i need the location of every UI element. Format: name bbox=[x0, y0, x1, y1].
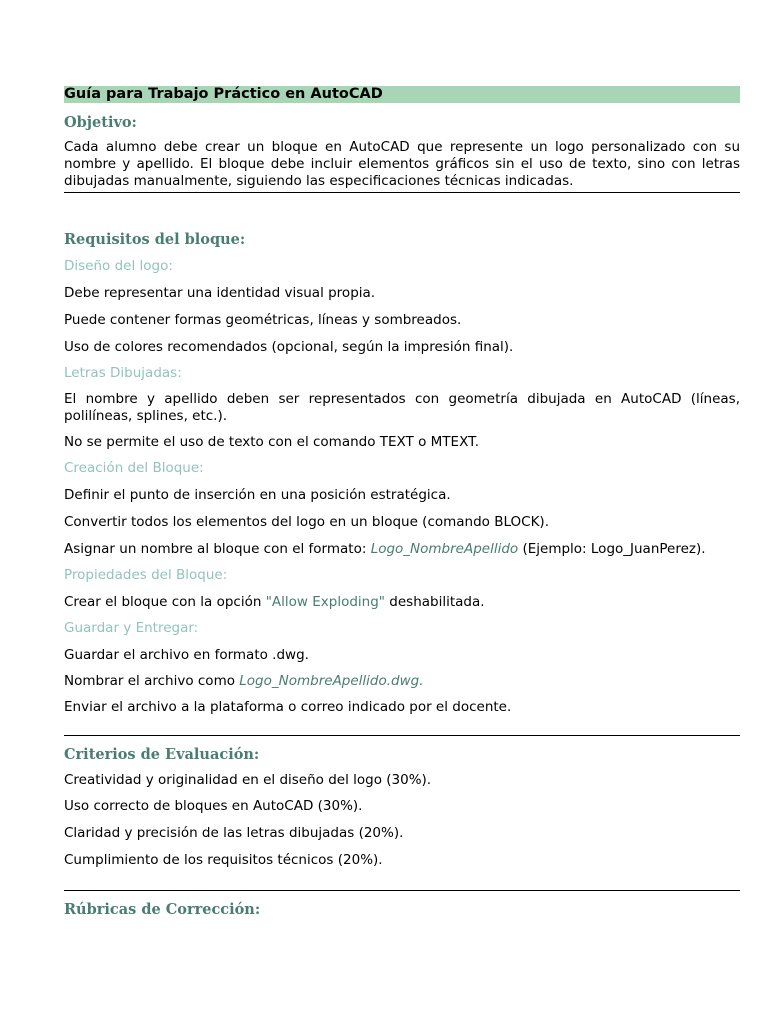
creacion-item-example: (Ejemplo: Logo_JuanPerez). bbox=[518, 541, 706, 557]
file-name-format: Logo_NombreApellido.dwg. bbox=[239, 673, 424, 689]
guardar-item: Guardar el archivo en formato .dwg. bbox=[64, 647, 309, 663]
creacion-heading: Creación del Bloque: bbox=[64, 460, 204, 476]
objetivo-heading: Objetivo: bbox=[64, 114, 137, 131]
creacion-item: Definir el punto de inserción en una posición estratégica. bbox=[64, 487, 451, 503]
rubricas-heading: Rúbricas de Corrección: bbox=[64, 901, 261, 918]
divider bbox=[64, 735, 740, 736]
document-page bbox=[64, 86, 740, 919]
propiedades-item bbox=[64, 594, 740, 611]
letras-item: No se permite el uso de texto con el comando TEXT o MTEXT. bbox=[64, 434, 480, 450]
criterios-heading: Criterios de Evaluación: bbox=[64, 746, 260, 763]
diseno-item: Uso de colores recomendados (opcional, según la impresión final). bbox=[64, 339, 514, 355]
divider bbox=[64, 890, 740, 891]
criterio-item: Cumplimiento de los requisitos técnicos (20%). bbox=[64, 852, 383, 868]
requisitos-heading: Requisitos del bloque: bbox=[64, 231, 246, 248]
allow-exploding-option: "Allow Exploding" bbox=[265, 594, 385, 610]
diseno-item: Puede contener formas geométricas, líneas y sombreados. bbox=[64, 312, 462, 328]
creacion-item bbox=[64, 541, 740, 558]
diseno-item: Debe representar una identidad visual propia. bbox=[64, 285, 376, 301]
letras-item: El nombre y apellido deben ser representados con geometría dibujada en AutoCAD (líneas, polilíneas, splines, etc.). bbox=[64, 391, 740, 424]
divider bbox=[64, 192, 740, 193]
guardar-item: Enviar el archivo a la plataforma o correo indicado por el docente. bbox=[64, 699, 512, 715]
criterio-item: Uso correcto de bloques en AutoCAD (30%). bbox=[64, 798, 363, 814]
diseno-heading: Diseño del logo: bbox=[64, 258, 173, 274]
propiedades-item-end: deshabilitada. bbox=[385, 594, 485, 610]
propiedades-heading: Propiedades del Bloque: bbox=[64, 567, 228, 583]
document-title: Guía para Trabajo Práctico en AutoCAD bbox=[64, 86, 740, 103]
objetivo-text: Cada alumno debe crear un bloque en AutoCAD que represente un logo personalizado con su nombre y apellido. El bloque debe incluir elementos gráficos sin el uso de texto, sino con letras dibujadas manualmente, siguiendo las especificaciones técnicas indicadas. bbox=[64, 139, 740, 189]
creacion-item-text: Asignar un nombre al bloque con el formato: bbox=[64, 541, 371, 557]
guardar-item-text: Nombrar el archivo como bbox=[64, 673, 240, 689]
guardar-heading: Guardar y Entregar: bbox=[64, 620, 199, 636]
criterio-item: Creatividad y originalidad en el diseño del logo (30%). bbox=[64, 772, 432, 788]
propiedades-item-text: Crear el bloque con la opción bbox=[64, 594, 266, 610]
letras-heading: Letras Dibujadas: bbox=[64, 365, 182, 381]
guardar-item bbox=[64, 673, 740, 690]
creacion-item: Convertir todos los elementos del logo en un bloque (comando BLOCK). bbox=[64, 514, 549, 530]
criterio-item: Claridad y precisión de las letras dibujadas (20%). bbox=[64, 825, 404, 841]
block-name-format: Logo_NombreApellido bbox=[370, 541, 519, 557]
